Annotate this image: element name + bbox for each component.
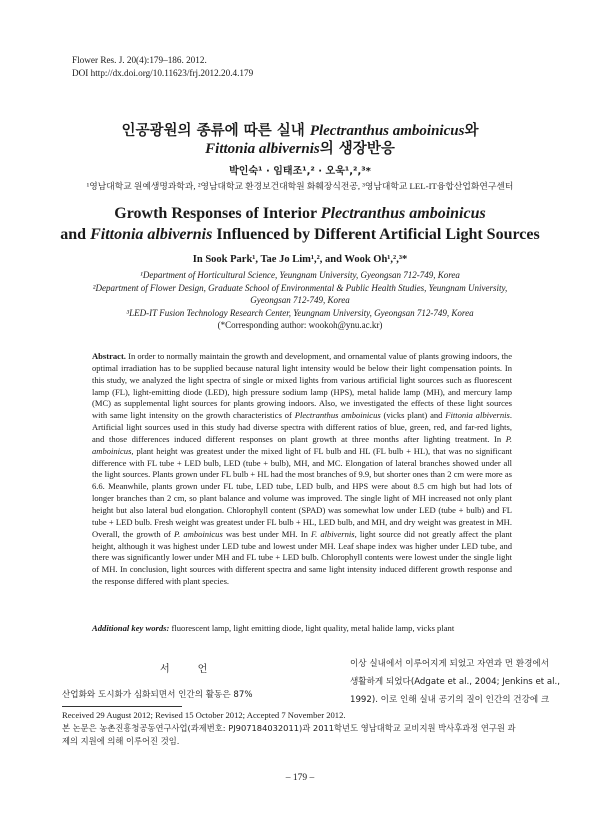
section-heading-introduction: 서언 xyxy=(160,664,236,675)
korean-title-species-2: Fittonia albivernis xyxy=(205,141,320,157)
english-authors: In Sook Park¹, Tae Jo Lim¹,², and Wook Oh¹,²,³* xyxy=(192,254,408,265)
korean-title-line-1: 인공광원의 종류에 따른 실내 Plectranthus amboinicus와 xyxy=(121,123,479,139)
corresponding-author: (*Corresponding author: wookoh@ynu.ac.kr) xyxy=(217,320,383,330)
key-words-label: Additional key words: xyxy=(92,623,170,633)
page-number: – 179 – xyxy=(285,773,315,783)
abstract: Abstract. In order to normally maintain the growth and development, and ornamental value of plants growing indoors, the optimal irradiation has to be supplied because natural light intensity would be below their light compensation points. In this study, we analyzed the light spectra of single or mixed lights from various artificial light sources such as fluorescent lamp (FL), light-emitting diode (LED), high pressure sodium lamp (HPS), metal halide lamp (MH), and mercury lamp (MC) as supplemental light sources for plants growing indoors. Also, we investigated the effects of these light sources with same light intensity on the growth characteristics of Plectranthus amboinicus (vicks plant) and Fittonia albivernis. Artificial light sources used in this study had diverse spectra with different ratios of blue, green, red, and far-red lights, and those differences induced different responses on plant growth at three months after lighting treatment. In P. amboinicus, plant height was greatest under the mixed light of FL bulb and HL (FL bulb + HL), that was no significant difference with FL tube + LED bulb, LED (tube + bulb), MH, and MC. Elongation of lateral branches showed under all the light sources. Plants grown under FL bulb + HL had the most branches of 9.9, but shorter ones than 2 cm were more as 6.6. Meanwhile, plants grown under FL tube, LED tube, LED bulb, and HPS were about 8.5 cm high but had lots of longer branches than 2 cm, so plant balance and volume was improved. The single light of MH increased not only plant height but also lateral bud elongation. Chlorophyll content (SPAD) was somewhat low under LED (tube + bulb) and FL tube + LED bulb. Fresh weight was greatest under FL bulb + HL, LED bulb, and MH, and dry weight was greatest in MH. Overall, the growth of P. amboinicus was best under MH. In F. albivernis, light source did not greatly affect the plant height, although it was highest under LED tube and lowest under MH. Leaf shape index was higher under LED tube, and there was significantly lower under MH and FL tube + LED bulb. Chlorophyll contents were lowest under the single light of MH. In conclusion, light sources with different spectra and same light intensity induced different growth response and the response differed with plant species. xyxy=(92,351,512,587)
key-words: Additional key words: fluorescent lamp, light emitting diode, light quality, metal halide lamp, vicks plant xyxy=(92,623,455,633)
english-title-line-2: and Fittonia albivernis Influenced by Different Artificial Light Sources xyxy=(60,226,540,243)
english-title-species-2: Fittonia albivernis xyxy=(90,226,213,243)
body-text-left: 산업화와 도시화가 심화되면서 인간의 활동은 87% xyxy=(62,690,253,700)
doi-line[interactable]: DOI http://dx.doi.org/10.11623/frj.2012.20.4.179 xyxy=(72,67,254,78)
korean-authors: 박인숙¹ · 임태조¹,² · 오욱¹,²,³* xyxy=(229,166,371,177)
citation-line: Flower Res. J. 20(4):179–186. 2012. xyxy=(72,55,207,65)
abstract-label: Abstract. xyxy=(92,351,126,361)
korean-title-line-2: Fittonia albivernis의 생장반응 xyxy=(205,141,395,157)
affiliation-1: ¹Department of Horticultural Science, Yeungnam University, Gyeongsan 712-749, Korea xyxy=(140,270,460,280)
funding-note-line-2: 제의 지원에 의해 이루어진 것임. xyxy=(62,736,180,746)
footnote-divider xyxy=(62,706,182,707)
body-text-right: 이상 실내에서 이루어지게 되었고 자연과 먼 환경에서 생활하게 되었다(Adgate et al., 2004; Jenkins et al., 1992). 이로 인해 실내 공기의 질이 인간의 건강에 크 xyxy=(350,659,561,705)
korean-affiliations: ¹영남대학교 원예생명과학과, ²영남대학교 환경보건대학원 화훼장식전공, ³영남대학교 LEL-IT융합산업화연구센터 xyxy=(86,181,514,191)
affiliation-2: ²Department of Flower Design, Graduate School of Environmental & Public Health Studies, Yeungnam University, Gyeongsan 712-749, Korea xyxy=(92,283,508,305)
funding-note-line-1: 본 논문은 농촌진흥청공동연구사업(과제번호: PJ907184032011)과 2011학년도 영남대학교 교비지원 박사후과정 연구원 과 xyxy=(62,723,516,733)
affiliation-3: ³LED-IT Fusion Technology Research Center, Yeungnam University, Gyeongsan 712-749, Korea xyxy=(126,308,474,318)
english-title-line-1: Growth Responses of Interior Plectranthus amboinicus xyxy=(114,205,486,222)
received-dates: Received 29 August 2012; Revised 15 October 2012; Accepted 7 November 2012. xyxy=(62,710,346,720)
journal-citation xyxy=(72,54,253,79)
korean-title-species-1: Plectranthus amboinicus xyxy=(309,123,465,139)
english-title-species-1: Plectranthus amboinicus xyxy=(320,205,486,222)
footnotes xyxy=(62,709,562,748)
